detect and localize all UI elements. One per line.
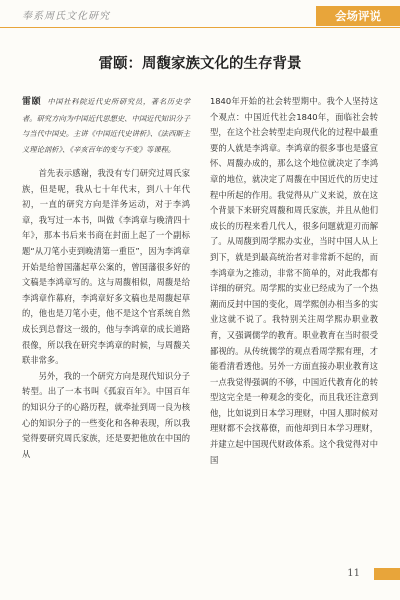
journal-name: 奉系周氏文化研究 (22, 11, 110, 22)
body-paragraph: 另外，我的一个研究方向是现代知识分子转型。出了一本书叫《孤寂百年》。中国百年的知识分子的心路历程，就牵扯到周一良为核心的知识分子的一些变化和各种表现，所以我觉得要研究周氏家族，还是要把他放在中国的从 (22, 370, 190, 459)
article-title: 雷颐：周馥家族文化的生存背景 (98, 55, 302, 72)
author-name: 雷颐 (22, 97, 42, 107)
author-block (22, 94, 190, 157)
header-rule (0, 27, 400, 28)
page-header (0, 0, 400, 28)
page-number: 11 (347, 568, 360, 579)
page-corner-mark (374, 568, 400, 580)
section-tag: 会场评说 (316, 6, 400, 26)
right-column (210, 94, 378, 468)
body-paragraph: 1840年开始的社会转型期中。我个人坚持这个观点：中国近代社会1840年，面临社会转型，在这个社会转型走向现代化的过程中最重要的人就是李鸿章。李鸿章的很多事也是盛宣怀、周馥办成的，那么这个地位就决定了李鸿章的地位，就决定了周馥在中国近代的历史过程中所起的作用。我觉得从广义来说，放在这个背景下来研究周馥和周氏家族，并且从他们成长的历程来看几代人，很多问题就迎刃而解了。从周馥到周学熙办实业，当时中国人从上到下，就是到最高统治者对非常新不起的，而李鸿章为之推动，非常不简单的，对此我都有详细的研究。周学熙的实业已经成为了一个热潮而反封中国的变化，周学熙创办相当多的实业这就不说了。我特别关注周学熙办职业教育，又强调儒学的教育。职业教育在当时很受鄙视的。从传统儒学的观点看周学熙有理，才能看清看透他。另外一方面直接办职业教育这一点我觉得强调的不够，中国近代教育化的转型这完全是一种观念的变化，而且我还注意到他，比如说到日本学习理财，中国人那时候对理财都不会找幕僚，而他却到日本学习理财，并建立起中国现代财政体系。这个我觉得对中国 (210, 96, 378, 465)
body-paragraph: 首先表示感谢，我没有专门研究过周氏家族，但是呢，我从七十年代末，到八十年代初，一直的研究方向是洋务运动，对于李鸿章，我写过一本书，叫做《李鸿章与晚清四十年》，那本书后来书商在封面上起了一个副标题“从刀笔小吏到晚清第一重臣”，因为李鸿章开始是给曾国藩起草公案的，曾国藩很多好的文稿是李鸿章写的。这与周馥相似，周馥是给李鸿章作幕府，李鸿章好多文稿也是周馥起草的，他也是刀笔小吏，他不是这个官系统自然成长到总督这一级的，他与李鸿章的成长道路很像，所以我在研究李鸿章的时候，与周馥关联非常多。 (22, 168, 190, 366)
author-bio: 中国社科院近代史所研究员，著名历史学者。研究方向为中国近代思想史、中国近代知识分子与当代中国史。主讲《中国近代史讲析》、《法西斯主义理论剖析》、《辛亥百年的变与不变》等课程。 (22, 97, 190, 154)
left-column (22, 94, 190, 462)
